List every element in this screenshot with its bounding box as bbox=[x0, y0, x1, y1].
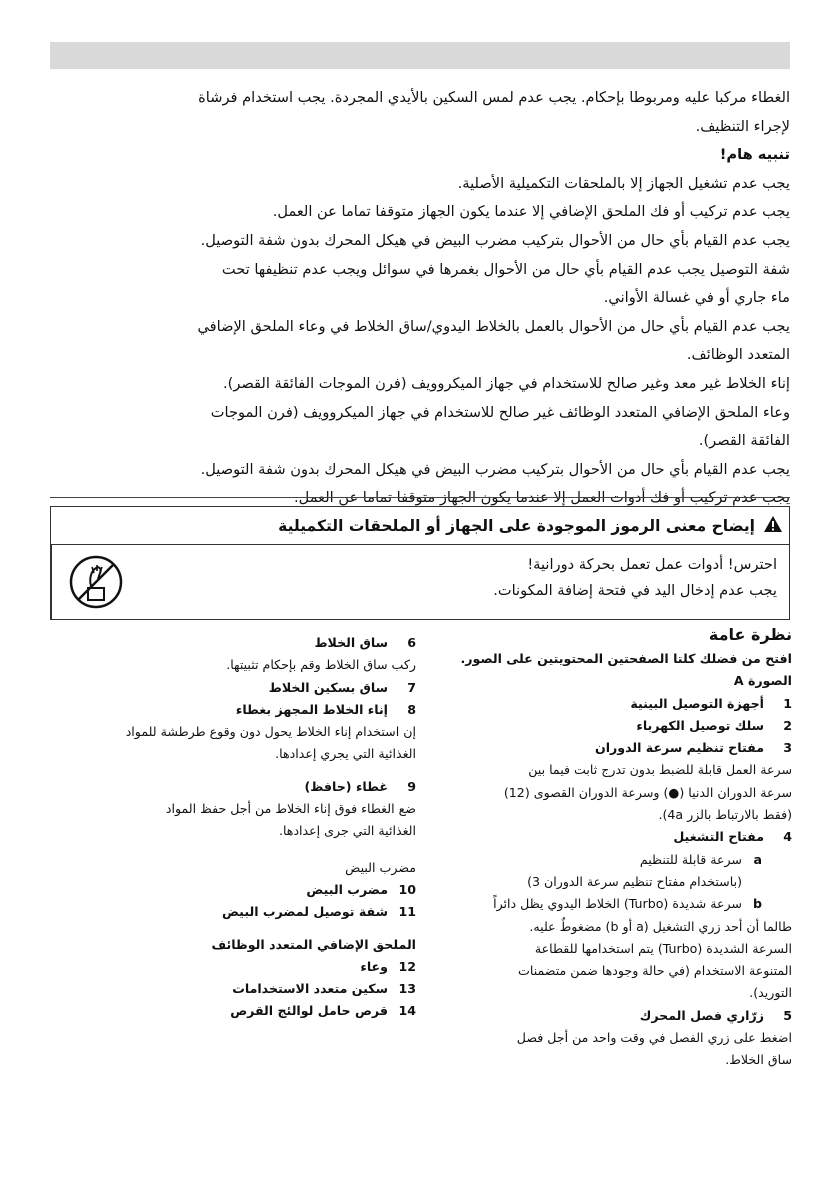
symbols-row bbox=[51, 545, 789, 619]
warning-line: يجب عدم تشغيل الجهاز إلا بالملحقات التكميلية الأصلية. bbox=[457, 174, 790, 192]
overview-title: نظرة عامة bbox=[708, 625, 792, 644]
item-desc: الغذائية التي جرى إعدادها. bbox=[278, 823, 416, 839]
item-number: 14 bbox=[398, 1003, 416, 1019]
symbols-title-row bbox=[51, 507, 789, 545]
item-number: 9 bbox=[407, 778, 416, 794]
sub-item-b bbox=[447, 893, 792, 915]
sub-letter: b bbox=[752, 896, 762, 912]
item-number: 2 bbox=[783, 717, 792, 733]
sub-text: المتنوعة الاستخدام (في حالة وجودها ضمن متضمنات bbox=[518, 963, 792, 979]
item-title: زرّاري فصل المحرك bbox=[639, 1007, 764, 1023]
item-number: 8 bbox=[407, 701, 416, 717]
item-number: 4 bbox=[783, 829, 792, 845]
group-heading: الملحق الإضافي المتعدد الوظائف bbox=[211, 936, 416, 952]
list-item bbox=[50, 978, 416, 1000]
item-desc: اضغط على زري الفصل في وقت واحد من أجل فصل bbox=[516, 1030, 792, 1046]
overview-intro: افتح من فضلك كلتا الصفحتين المحتويتين على الصور. bbox=[460, 651, 792, 666]
list-item bbox=[447, 693, 792, 715]
item-title: سكين متعدد الاستخدامات bbox=[232, 981, 388, 997]
overview-column bbox=[447, 622, 792, 1072]
item-title: مضرب البيض bbox=[306, 881, 388, 897]
item-number: 5 bbox=[783, 1007, 792, 1023]
item-desc: (فقط بالارتباط بالزر 4a). bbox=[658, 807, 792, 823]
list-item bbox=[50, 677, 416, 699]
item-title: ساق الخلاط bbox=[314, 635, 388, 650]
list-item bbox=[50, 879, 416, 901]
item-title: مفتاح تنظيم سرعة الدوران bbox=[594, 740, 764, 756]
list-item bbox=[447, 715, 792, 737]
item-desc: ضع الغطاء فوق إناء الخلاط من أجل حفظ المواد bbox=[165, 801, 416, 817]
warning-line: ماء جاري أو في غسالة الأواني. bbox=[603, 289, 790, 307]
list-item bbox=[447, 826, 792, 848]
item-number: 12 bbox=[398, 958, 416, 974]
sub-item-a bbox=[447, 849, 792, 871]
symbols-box bbox=[50, 506, 790, 620]
warning-line: المتعدد الوظائف. bbox=[686, 346, 790, 364]
spacer bbox=[50, 766, 416, 776]
warning-line: وعاء الملحق الإضافي المتعدد الوظائف غير صالح للاستخدام في جهاز الميكروويف (فرن الموجات bbox=[210, 403, 790, 421]
group-heading: مضرب البيض bbox=[345, 859, 416, 875]
item-title: مفتاح التشغيل bbox=[673, 829, 764, 845]
intro-text bbox=[50, 84, 790, 513]
sub-text: سرعة قابلة للتنظيم bbox=[639, 851, 742, 867]
item-number: 7 bbox=[407, 679, 416, 695]
sub-text: السرعة الشديدة (Turbo) يتم استخدامها للقطاعة bbox=[534, 940, 792, 956]
spacer bbox=[50, 843, 416, 857]
list-item bbox=[447, 737, 792, 759]
list-item bbox=[50, 776, 416, 798]
sub-text: سرعة شديدة (Turbo) الخلاط اليدوي يظل دائراً bbox=[493, 896, 742, 912]
section-divider bbox=[50, 497, 790, 498]
item-title: غطاء (حافظ) bbox=[304, 778, 388, 794]
item-number: 13 bbox=[398, 981, 416, 997]
warning-line: شفة التوصيل يجب عدم القيام بأي حال من الأحوال بغمرها في سوائل ويجب عدم تنظيفها تحت bbox=[221, 260, 790, 278]
item-number: 10 bbox=[398, 881, 416, 897]
spacer bbox=[50, 924, 416, 934]
warning-triangle-icon bbox=[763, 515, 783, 537]
list-item bbox=[50, 632, 416, 654]
item-desc: ركب ساق الخلاط وقم بإحكام تثبيتها. bbox=[226, 657, 416, 673]
sub-letter: a bbox=[753, 851, 762, 867]
no-hand-in-opening-icon bbox=[51, 545, 140, 619]
symbols-title: إيضاح معنى الرموز الموجودة على الجهاز أو الملحقات التكميلية bbox=[278, 516, 755, 535]
warning-line: يجب عدم القيام بأي حال من الأحوال بالعمل بالخلاط اليدوي/ساق الخلاط في وعاء الملحق الإضافي bbox=[197, 317, 790, 335]
header-bar bbox=[50, 42, 790, 69]
list-item bbox=[50, 901, 416, 923]
list-item bbox=[50, 1000, 416, 1022]
item-desc: سرعة الدوران الدنيا (●) وسرعة الدوران القصوى (12) bbox=[503, 784, 792, 800]
warning-line: الفائقة القصر). bbox=[698, 432, 790, 450]
intro-line: لإجراء التنظيف. bbox=[695, 117, 790, 135]
item-desc: إن استخدام إناء الخلاط يحول دون وقوع طرطشة للمواد bbox=[125, 724, 416, 740]
item-title: قرص حامل لوالئج القرص bbox=[230, 1003, 388, 1019]
list-item bbox=[50, 699, 416, 721]
symbols-line: احترس! أدوات عمل تعمل بحركة دورانية! bbox=[527, 556, 777, 573]
symbols-line: يجب عدم إدخال اليد في فتحة إضافة المكونات. bbox=[493, 582, 777, 599]
item-desc: سرعة العمل قابلة للضبط بدون تدرج ثابت فيما بين bbox=[528, 762, 792, 778]
warning-line: يجب عدم القيام بأي حال من الأحوال بتركيب مضرب البيض في هيكل المحرك بدون شفة التوصيل. bbox=[200, 231, 790, 249]
warning-line: يجب عدم القيام بأي حال من الأحوال بتركيب مضرب البيض في هيكل المحرك بدون شفة التوصيل. bbox=[200, 460, 790, 478]
warning-line: إناء الخلاط غير معد وغير صالح للاستخدام في جهاز الميكروويف (فرن الموجات الفائقة القصر). bbox=[222, 374, 790, 392]
item-number: 3 bbox=[783, 740, 792, 756]
item-title: ساق بسكين الخلاط bbox=[268, 679, 388, 695]
item-desc: الغذائية التي يجري إعدادها. bbox=[275, 746, 416, 762]
item-number: 6 bbox=[407, 635, 416, 650]
sub-note: (باستخدام مفتاح تنظيم سرعة الدوران 3) bbox=[527, 873, 742, 889]
intro-line: الغطاء مركبا عليه ومربوطا بإحكام. يجب عدم لمس السكين بالأيدي المجردة. يجب استخدام فرشاة bbox=[198, 89, 790, 106]
item-number: 1 bbox=[783, 695, 792, 711]
parts-column bbox=[50, 632, 416, 1023]
item-title: إناء الخلاط المجهز بغطاء bbox=[235, 701, 388, 717]
item-desc: ساق الخلاط. bbox=[725, 1052, 792, 1068]
item-title: وعاء bbox=[360, 958, 388, 974]
warning-line: يجب عدم تركيب أو فك الملحق الإضافي إلا عندما يكون الجهاز متوقفا تماما عن العمل. bbox=[272, 203, 790, 221]
item-title: سلك توصيل الكهرباء bbox=[636, 717, 764, 733]
sub-text: التوريد). bbox=[749, 985, 792, 1001]
list-item bbox=[447, 1005, 792, 1027]
item-title: شفة توصيل لمضرب البيض bbox=[222, 904, 388, 920]
list-item bbox=[50, 956, 416, 978]
warning-line: يجب عدم تركيب أو فك أدوات العمل إلا عندما يكون الجهاز متوقفا تماما عن العمل. bbox=[294, 489, 790, 507]
warning-title: تنبيه هام! bbox=[719, 146, 790, 164]
item-number: 11 bbox=[398, 904, 416, 920]
symbols-text bbox=[493, 545, 789, 619]
sub-text: طالما أن أحد زري التشغيل (a أو b) مضغوطٌ عليه. bbox=[529, 918, 792, 934]
figure-label: الصورة A bbox=[733, 673, 792, 689]
item-title: أجهزة التوصيل البينية bbox=[630, 695, 764, 711]
